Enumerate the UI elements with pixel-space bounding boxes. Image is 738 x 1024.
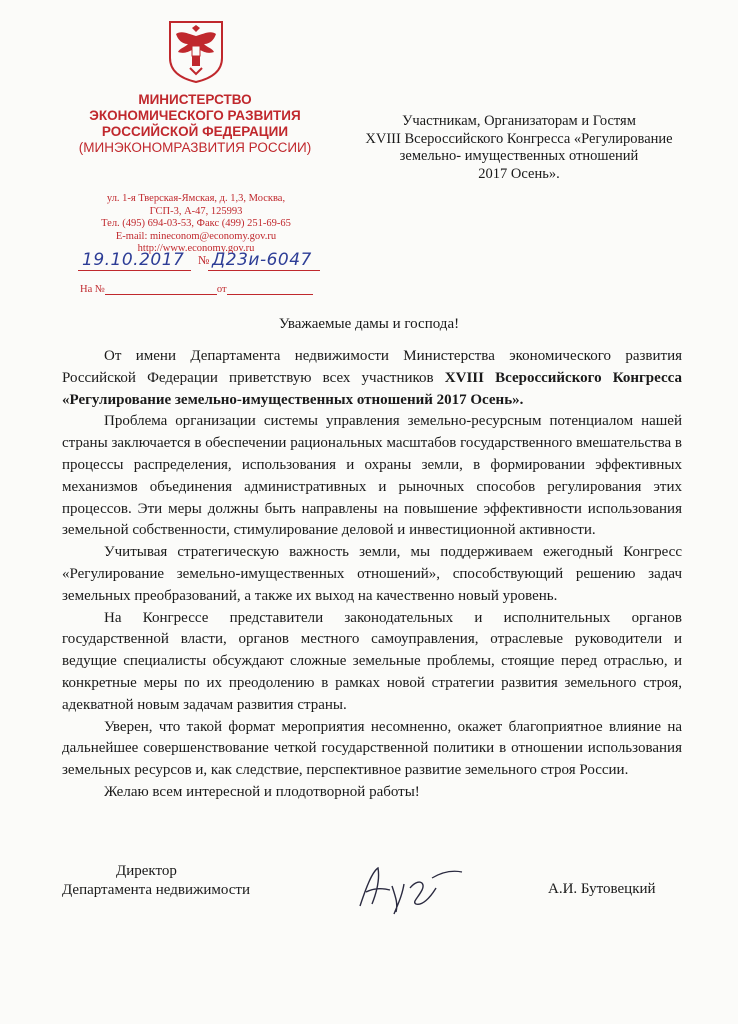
phone-line: Тел. (495) 694-03-53, Факс (499) 251-69-65 bbox=[101, 218, 291, 230]
reference-line bbox=[80, 284, 313, 295]
ref-number-blank bbox=[105, 284, 217, 295]
number-underline bbox=[208, 270, 320, 271]
address-line: ул. 1-я Тверская-Ямская, д. 1,3, Москва, bbox=[106, 193, 286, 204]
paragraph: Проблема организации системы управления земельно-ресурсным потенциалом нашей страны заключается в обеспечении рациональных масштабов государственного вмешательства в процессы распределения, использования и охраны земли, в формировании эффективных механизмов объединения административных и рыночных способов регулирования этих процессов. Эти меры должны быть направлены на повышение эффективности использования земельной собственности, стимулирование деловой и инвестиционной активности. bbox=[62, 413, 682, 539]
addressee-line: 2017 Осень». bbox=[478, 165, 560, 182]
signatory-title-line: Департамента недвижимости bbox=[62, 882, 251, 898]
ref-date-blank bbox=[227, 284, 313, 295]
addressee-line: XVIII Всероссийского Конгресса «Регулирование bbox=[365, 130, 673, 147]
ministry-contacts bbox=[80, 193, 312, 256]
addressee-line: земельно- имущественных отношений bbox=[399, 148, 639, 164]
paragraph: На Конгрессе представители законодательных и исполнительных органов государственной власти, органов местного самоуправления, отраслевые руководители и ведущие специалисты обсуждают сложные земельные проблемы, стоящие перед отраслью, и конкретные меры по их преодолению в рамках новой стратегии развития земельного строя, адекватной новым задачам развития страны. bbox=[62, 609, 682, 713]
handwritten-signature-icon bbox=[352, 858, 467, 918]
letter-body bbox=[62, 346, 682, 804]
signatory-name: А.И. Бутовецкий bbox=[548, 881, 656, 897]
ref-label: На № bbox=[80, 284, 105, 295]
addressee-line: Участникам, Организаторам и Гостям bbox=[402, 113, 636, 129]
ministry-line: МИНИСТЕРСТВО bbox=[138, 92, 252, 107]
salutation: Уважаемые дамы и господа! bbox=[278, 316, 460, 332]
paragraph-text: От имени Департамента недвижимости Министерства экономического развития Российской Федерации приветствую всех участников bbox=[62, 348, 682, 386]
address-line: ГСП-3, А-47, 125993 bbox=[149, 205, 243, 217]
date-underline bbox=[78, 270, 191, 271]
paragraph: Желаю всем интересной и плодотворной работы! bbox=[104, 783, 420, 800]
ministry-name bbox=[70, 92, 320, 156]
signatory-title-line: Директор bbox=[116, 863, 177, 879]
website-line: http://www.economy.gov.ru bbox=[137, 243, 255, 255]
email-line: E-mail: mineconom@economy.gov.ru bbox=[115, 230, 277, 242]
paragraph: Уверен, что такой формат мероприятия несомненно, окажет благоприятное влияние на дальнейшее совершенствование четкой государственной политики в отношении использования земельных ресурсов и, как следствие, перспективное развитие земельного строя России. bbox=[62, 718, 682, 779]
ministry-line: РОССИЙСКОЙ ФЕДЕРАЦИИ bbox=[101, 124, 289, 139]
paragraph: Учитывая стратегическую важность земли, мы поддерживаем ежегодный Конгресс «Регулирование земельно-имущественных отношений», способствующий решению задач земельных преобразований, а также их выход на качественно новый уровень. bbox=[62, 544, 682, 604]
ministry-line: ЭКОНОМИЧЕСКОГО РАЗВИТИЯ bbox=[89, 108, 301, 123]
signatory-title bbox=[62, 862, 250, 900]
addressee-block bbox=[340, 113, 698, 183]
ministry-abbr: (МИНЭКОНОМРАЗВИТИЯ РОССИИ) bbox=[78, 140, 312, 155]
handwritten-number: Д23и-6047 bbox=[212, 250, 312, 270]
congress-title-bold: XVIII Всероссийского Конгресса «Регулирование земельно-имущественных отношений 2017 Осень». bbox=[62, 369, 682, 408]
coat-of-arms-icon bbox=[166, 18, 226, 84]
number-label: № bbox=[198, 253, 210, 267]
paragraph bbox=[62, 346, 682, 411]
ref-from-label: от bbox=[216, 284, 227, 295]
handwritten-date: 19.10.2017 bbox=[82, 250, 185, 270]
outgoing-date-number bbox=[78, 250, 323, 276]
